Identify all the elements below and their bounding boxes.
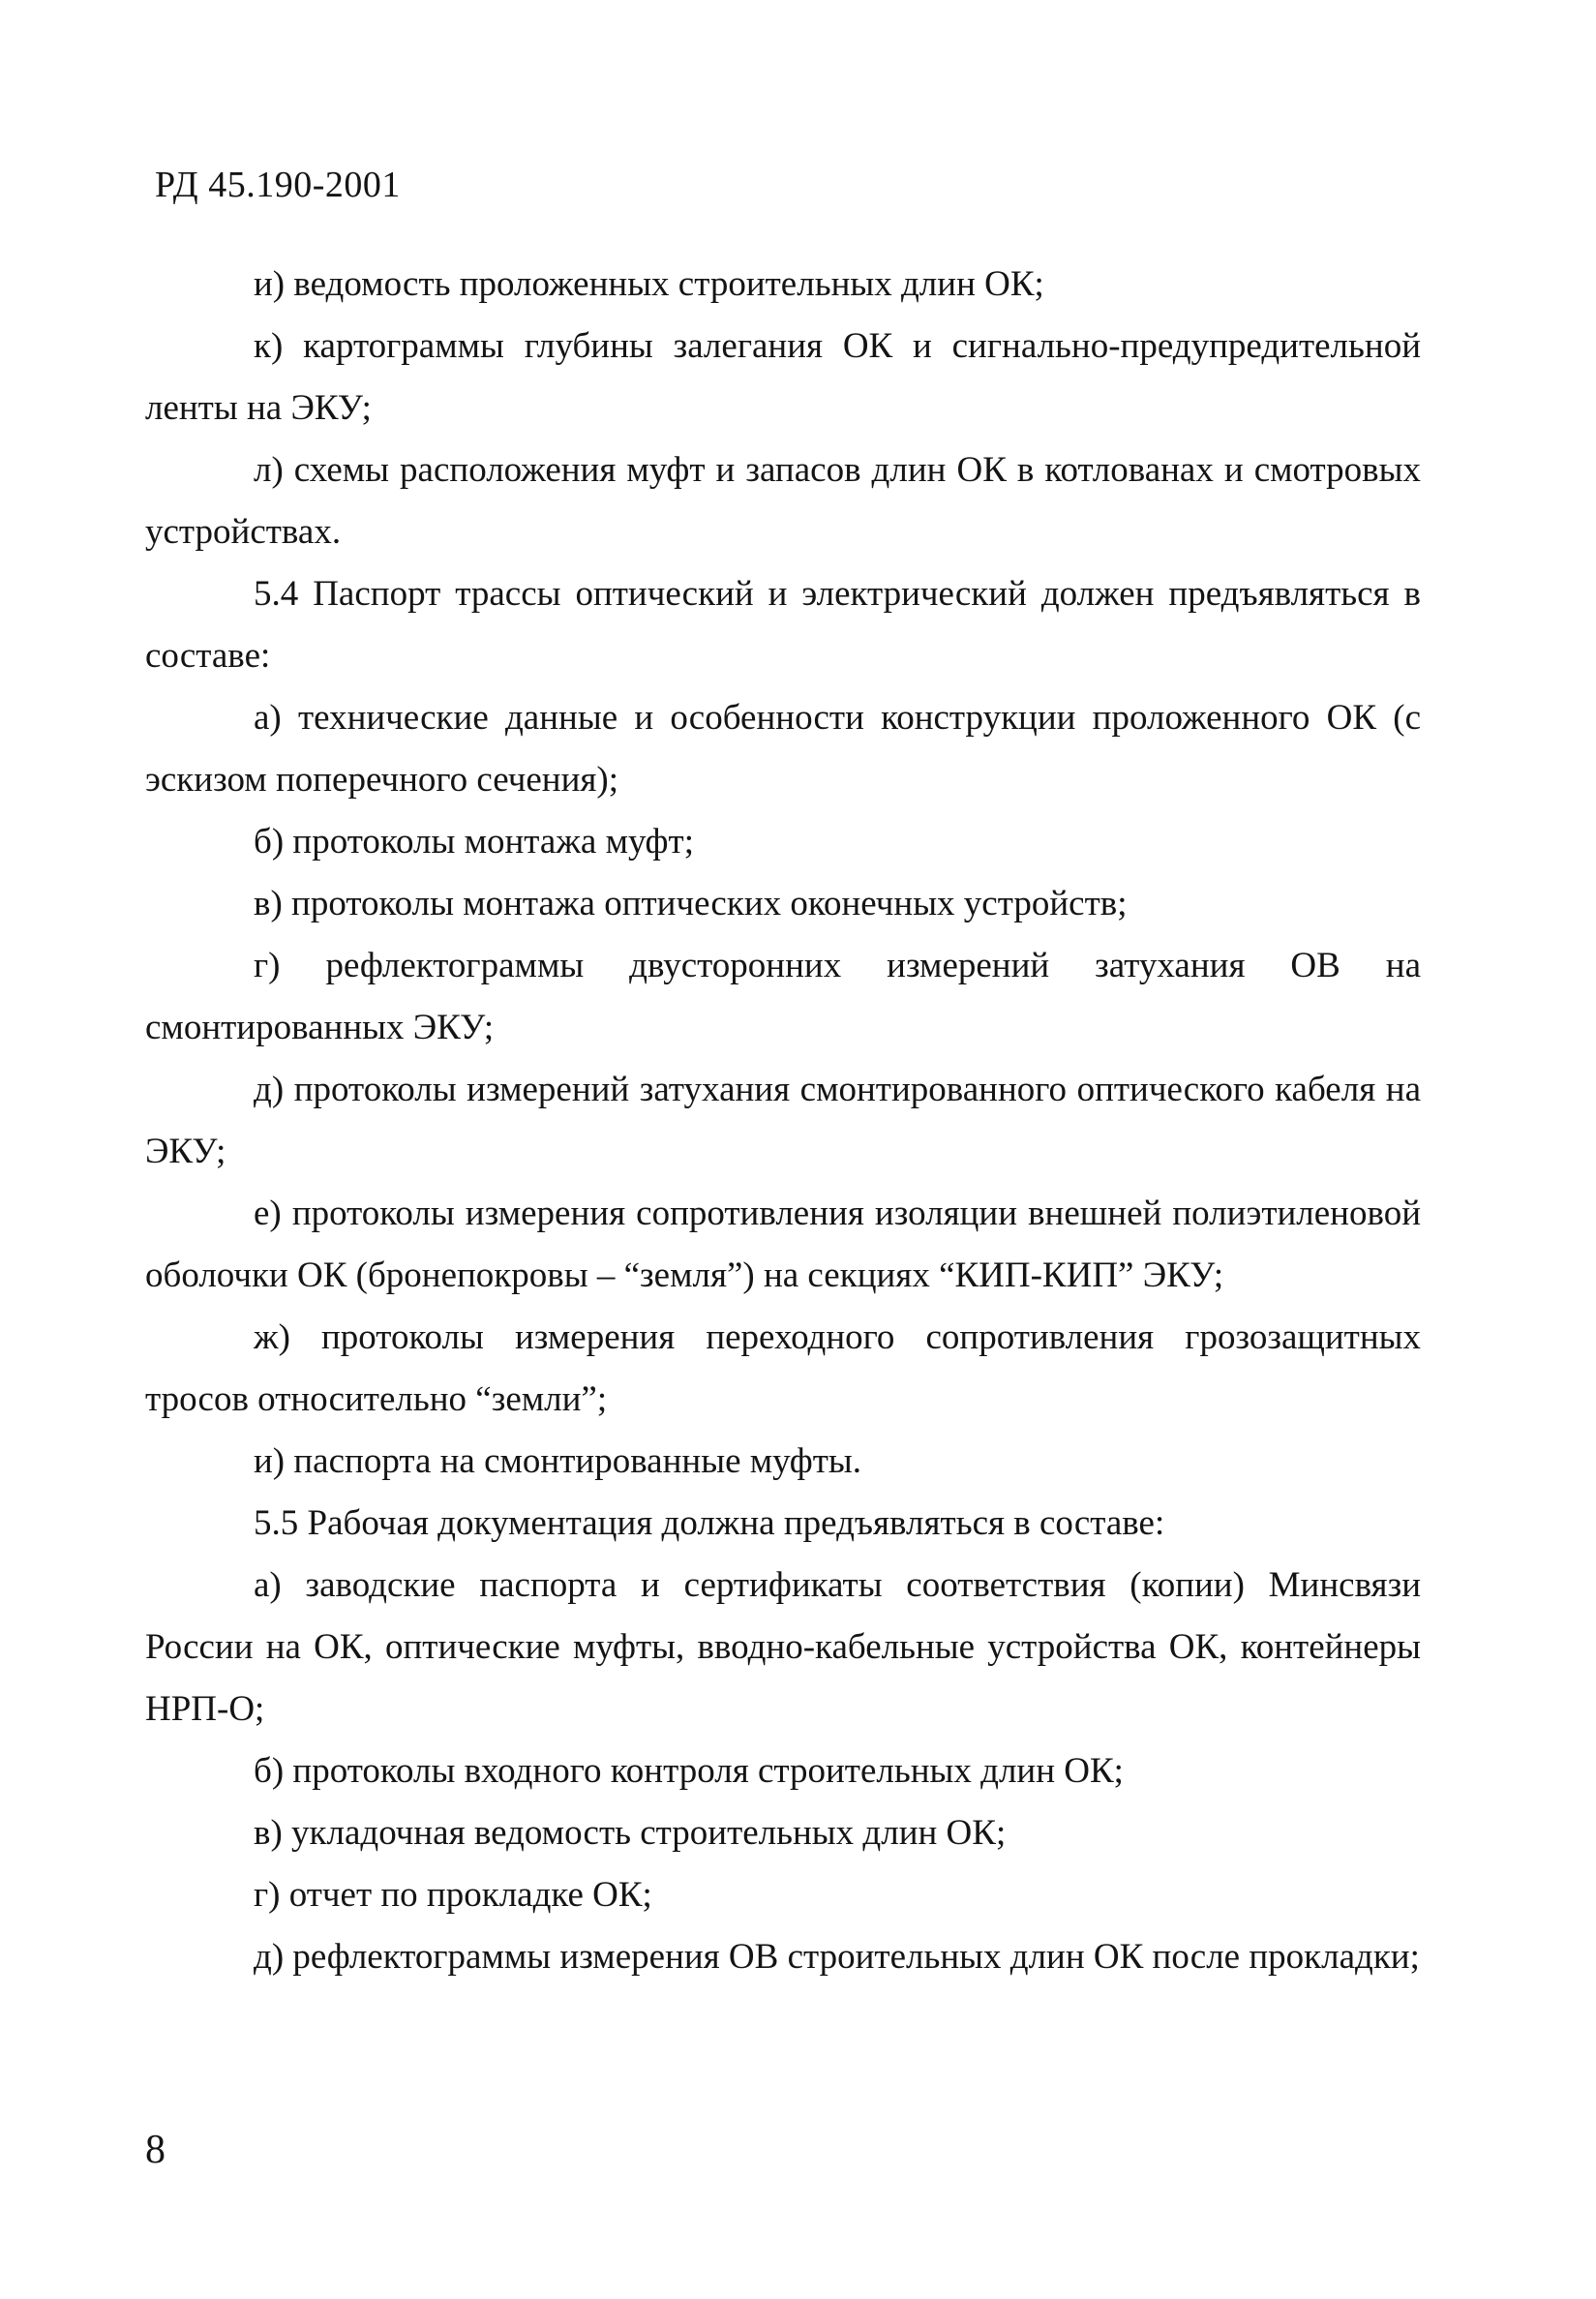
list-item-zh: ж) протоколы измерения переходного сопротивления грозозащитных тросов относительно “земли”; [145,1317,1421,1419]
list-item-b-2: б) протоколы входного контроля строительных длин ОК; [254,1751,1124,1791]
list-item-v-2: в) укладочная ведомость строительных длин ОК; [254,1813,1007,1853]
list-item-g-2: г) отчет по прокладке ОК; [254,1875,652,1915]
list-item-d: д) протоколы измерений затухания смонтированного оптического кабеля на ЭКУ; [145,1070,1421,1171]
list-item-i: и) ведомость проложенных строительных длин ОК; [254,264,1044,304]
list-item-b: б) протоколы монтажа муфт; [254,822,694,862]
list-item-d-2: д) рефлектограммы измерения ОВ строительных длин ОК после прокладки; [254,1937,1420,1977]
section-5-4-intro: 5.4 Паспорт трассы оптический и электрический должен предъявляться в составе: [145,574,1421,676]
list-item-l: л) схемы расположения муфт и запасов длин ОК в котлованах и смотровых устройствах. [145,450,1421,552]
section-5-5-intro: 5.5 Рабочая документация должна предъявляться в составе: [254,1503,1165,1543]
list-item-a: а) технические данные и особенности конструкции проложенного ОК (с эскизом поперечного сечения); [145,698,1421,800]
list-item-i-2: и) паспорта на смонтированные муфты. [254,1441,861,1481]
document-body [145,254,1421,1988]
list-item-k: к) картограммы глубины залегания ОК и сигнально-предупредительной ленты на ЭКУ; [145,326,1421,428]
page-number: 8 [145,2128,166,2172]
list-item-e: е) протоколы измерения сопротивления изоляции внешней полиэтиленовой оболочки ОК (бронепокровы – “земля”) на секциях “КИП-КИП” ЭКУ; [145,1194,1421,1295]
document-code-header: РД 45.190-2001 [155,165,401,205]
list-item-g: г) рефлектограммы двусторонних измерений затухания ОВ на смонтированных ЭКУ; [145,946,1421,1047]
list-item-v: в) протоколы монтажа оптических оконечных устройств; [254,884,1128,923]
list-item-a-2: а) заводские паспорта и сертификаты соответствия (копии) Минсвязи России на ОК, оптические муфты, вводно-кабельные устройства ОК, контейнеры НРП-О; [145,1565,1421,1729]
